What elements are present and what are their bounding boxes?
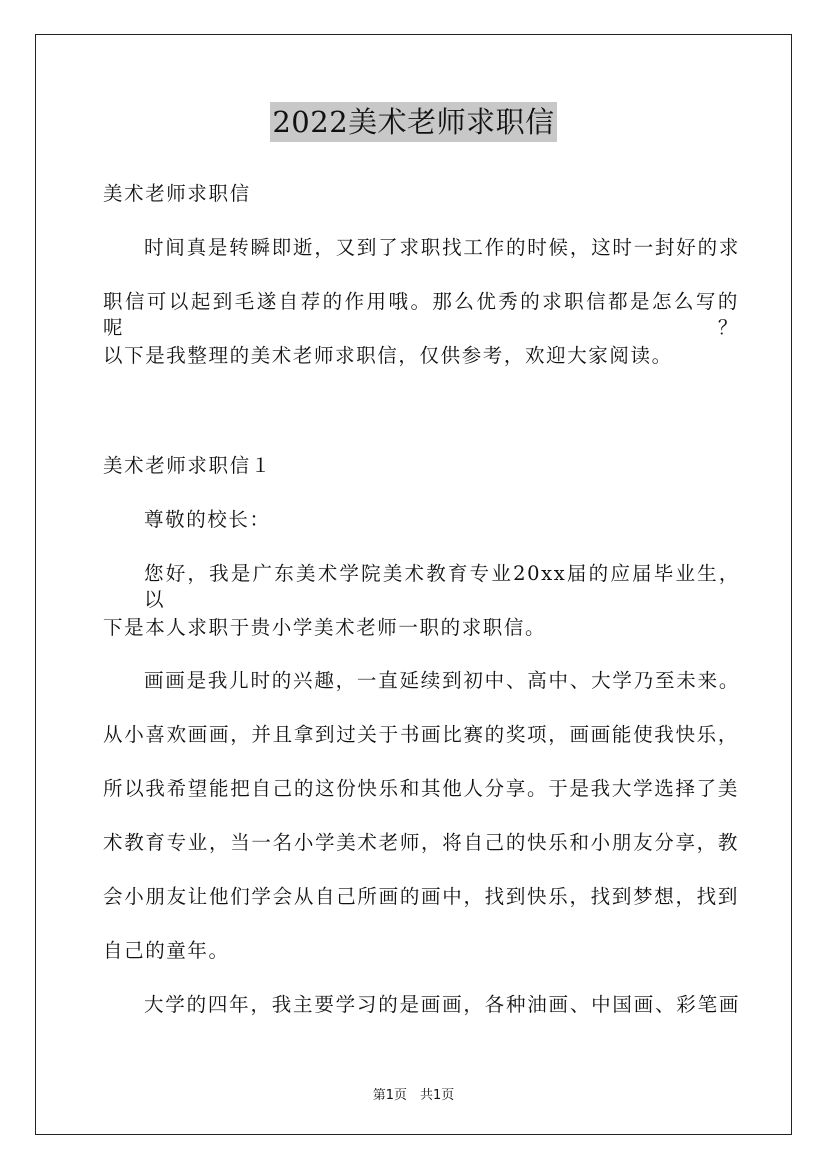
text-line: 时间真是转瞬即逝，又到了求职找工作的时候，这时一封好的求	[144, 236, 740, 259]
text-line: 所以我希望能把自己的这份快乐和其他人分享。于是我大学选择了美	[103, 777, 739, 800]
text-line: 术教育专业，当一名小学美术老师，将自己的快乐和小朋友分享，教	[103, 831, 739, 854]
text-line: 美术老师求职信１	[103, 454, 272, 477]
title-container	[0, 102, 827, 142]
text-line: 尊敬的校长：	[144, 508, 271, 531]
text-line: 职信可以起到毛遂自荐的作用哦。那么优秀的求职信都是怎么写的呢？	[103, 290, 739, 339]
page-number-footer: 第1页 共1页	[372, 1088, 455, 1103]
text-line: 会小朋友让他们学会从自己所画的画中，找到快乐，找到梦想，找到	[103, 885, 739, 908]
document-title: 2022美术老师求职信	[270, 102, 556, 142]
text-line: 您好，我是广东美术学院美术教育专业20xx届的应届毕业生，以	[144, 562, 740, 611]
text-line: 画画是我儿时的兴趣，一直延续到初中、高中、大学乃至未来。	[144, 669, 740, 692]
text-line: 美术老师求职信	[103, 182, 251, 205]
text-line: 以下是我整理的美术老师求职信，仅供参考，欢迎大家阅读。	[103, 344, 673, 367]
text-line: 下是本人求职于贵小学美术老师一职的求职信。	[103, 616, 547, 639]
text-line: 从小喜欢画画，并且拿到过关于书画比赛的奖项，画画能使我快乐，	[103, 723, 739, 746]
text-line: 自己的童年。	[103, 939, 230, 962]
text-line: 大学的四年，我主要学习的是画画，各种油画、中国画、彩笔画	[144, 993, 740, 1016]
